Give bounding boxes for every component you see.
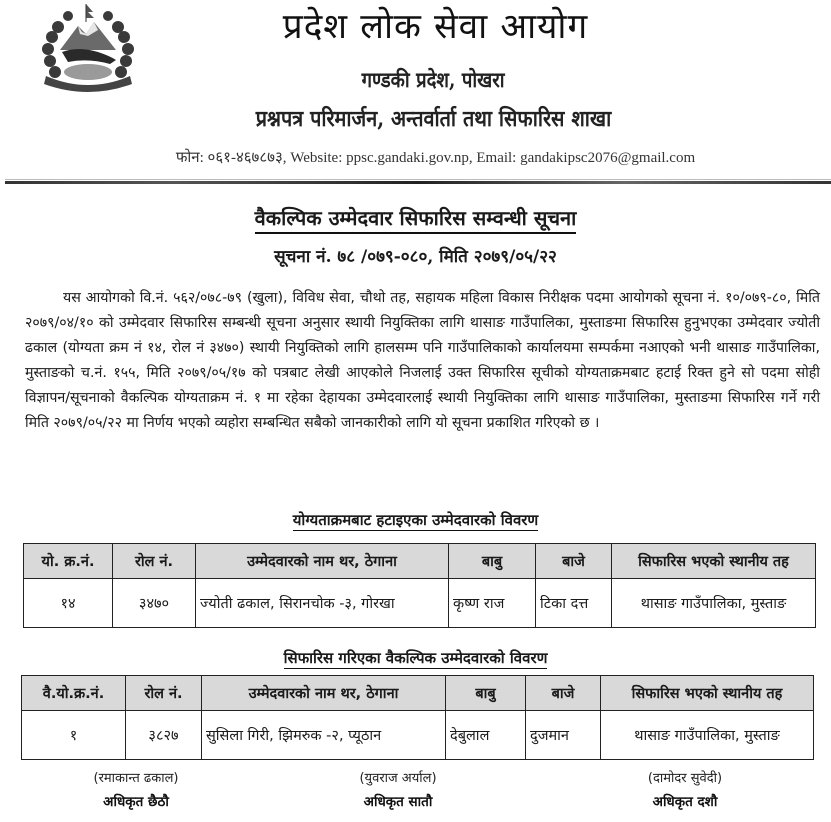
- column-header: वै.यो.क्र.नं.: [22, 676, 126, 711]
- recommended-candidates-table: [21, 675, 814, 760]
- local-level-cell: थासाङ गाउँपालिका, मुस्ताङ: [601, 711, 814, 760]
- removed-section-title: [0, 510, 831, 530]
- branch-subtitle: प्रश्नपत्र परिमार्जन, अन्तर्वार्ता तथा सिफारिस शाखा: [255, 106, 612, 132]
- notice-title: [0, 204, 831, 231]
- notice-title-text: वैकल्पिक उम्मेदवार सिफारिस सम्वन्धी सूचना: [255, 206, 577, 234]
- notice-reference: सूचना नं. ७८ /०७९-०८०, मिति २०७९/०५/२२: [274, 247, 557, 267]
- header-divider: [5, 181, 831, 184]
- grandfather-name-cell: टिका दत्त: [536, 579, 612, 628]
- roll-number-cell: ३४७०: [113, 579, 196, 628]
- signatory-designation: अधिकृत सातौ: [363, 794, 433, 810]
- signatory-designation: अधिकृत छैठौ: [103, 794, 169, 810]
- table-header-row: [22, 676, 814, 711]
- signatory-block: [36, 768, 236, 810]
- recommended-section-title-text: सिफारिस गरिएका वैकल्पिक उम्मेदवारको विवरण: [283, 649, 548, 667]
- column-header: सिफारिस भएको स्थानीय तह: [601, 676, 814, 711]
- header-divider-thin: [5, 179, 831, 180]
- signatory-name: (दामोदर सुवेदी): [647, 771, 723, 786]
- candidate-name-cell: सुसिला गिरी, झिमरुक -२, प्यूठान: [202, 711, 446, 760]
- merit-number-cell: १४: [24, 579, 113, 628]
- contact-line: फोन: ०६१-४६७८७३, Website: ppsc.gandaki.gov.np, Email: gandakipsc2076@gmail.com: [175, 150, 696, 166]
- signatory-name: (रमाकान्त ढकाल): [93, 771, 179, 786]
- grandfather-name-cell: दुजमान: [526, 711, 601, 760]
- column-header: बाबु: [449, 544, 536, 579]
- column-header: उम्मेदवारको नाम थर, ठेगाना: [196, 544, 449, 579]
- signatory-block: [298, 768, 498, 810]
- province-subtitle: गण्डकी प्रदेश, पोखरा: [361, 67, 505, 92]
- column-header: रोल नं.: [126, 676, 202, 711]
- candidate-name-cell: ज्योती ढकाल, सिरानचोक -३, गोरखा: [196, 579, 449, 628]
- removed-section-title-text: योग्यताक्रमबाट हटाइएका उम्मेदवारको विवरण: [292, 511, 539, 529]
- signatory-block: [585, 768, 785, 810]
- roll-number-cell: ३८२७: [126, 711, 202, 760]
- table-header-row: [24, 544, 816, 579]
- column-header: बाजे: [526, 676, 601, 711]
- column-header: रोल नं.: [113, 544, 196, 579]
- signatory-designation: अधिकृत दशौ: [652, 794, 718, 810]
- father-name-cell: देबुलाल: [446, 711, 526, 760]
- column-header: सिफारिस भएको स्थानीय तह: [612, 544, 816, 579]
- recommended-section-title: [0, 648, 831, 668]
- table-row: [22, 711, 814, 760]
- removed-candidates-table: [23, 543, 816, 628]
- column-header: बाबु: [446, 676, 526, 711]
- organization-title: प्रदेश लोक सेवा आयोग: [282, 7, 589, 47]
- column-header: उम्मेदवारको नाम थर, ठेगाना: [202, 676, 446, 711]
- table-row: [24, 579, 816, 628]
- local-level-cell: थासाङ गाउँपालिका, मुस्ताङ: [612, 579, 816, 628]
- column-header: बाजे: [536, 544, 612, 579]
- alternate-merit-number-cell: १: [22, 711, 126, 760]
- notice-body: यस आयोगको वि.नं. ५६२/०७८-७९ (खुला), विविध सेवा, चौथो तह, सहायक महिला विकास निरीक्षक पदमा आयोगको सूचना नं. १०/०७९-८०, मिति २०७९/०४/१० को उम्मेदवार सिफारिस सम्बन्धी सूचना अनुसार स्थायी नियुक्तिका लागि थासाङ गाउँपालिका, मुस्ताङमा सिफारिस हुनुभएका उम्मेदवार ज्योती ढकाल (योग्यता क्रम नं १४, रोल नं ३४७०) स्थायी नियुक्तिको लागि हालसम्म पनि गाउँपालिकाको कार्यालयमा सम्पर्कमा नआएको भनी थासाङ गाउँपालिका, मुस्ताङको च.नं. १५५, मिति २०७९/०५/१७ को पत्रबाट लेखी आएकोले निजलाई उक्त सिफारिस सूचीको योग्यताक्रमबाट हटाई रिक्त हुने सो पदमा सोही विज्ञापन/सूचनाको वैकल्पिक योग्यताक्रम नं. १ मा रहेका देहायका उम्मेदवारलाई स्थायी नियुक्तिका लागि थासाङ गाउँपालिका, मुस्ताङमा सिफारिस गर्ने गरी मिति २०७९/०५/२२ मा निर्णय भएको व्यहोरा सम्बन्धित सबैको जानकारीको लागि यो सूचना प्रकाशित गरिएको छ ।: [25, 290, 820, 431]
- column-header: यो. क्र.नं.: [24, 544, 113, 579]
- signatory-name: (युवराज अर्याल): [359, 771, 437, 786]
- father-name-cell: कृष्ण राज: [449, 579, 536, 628]
